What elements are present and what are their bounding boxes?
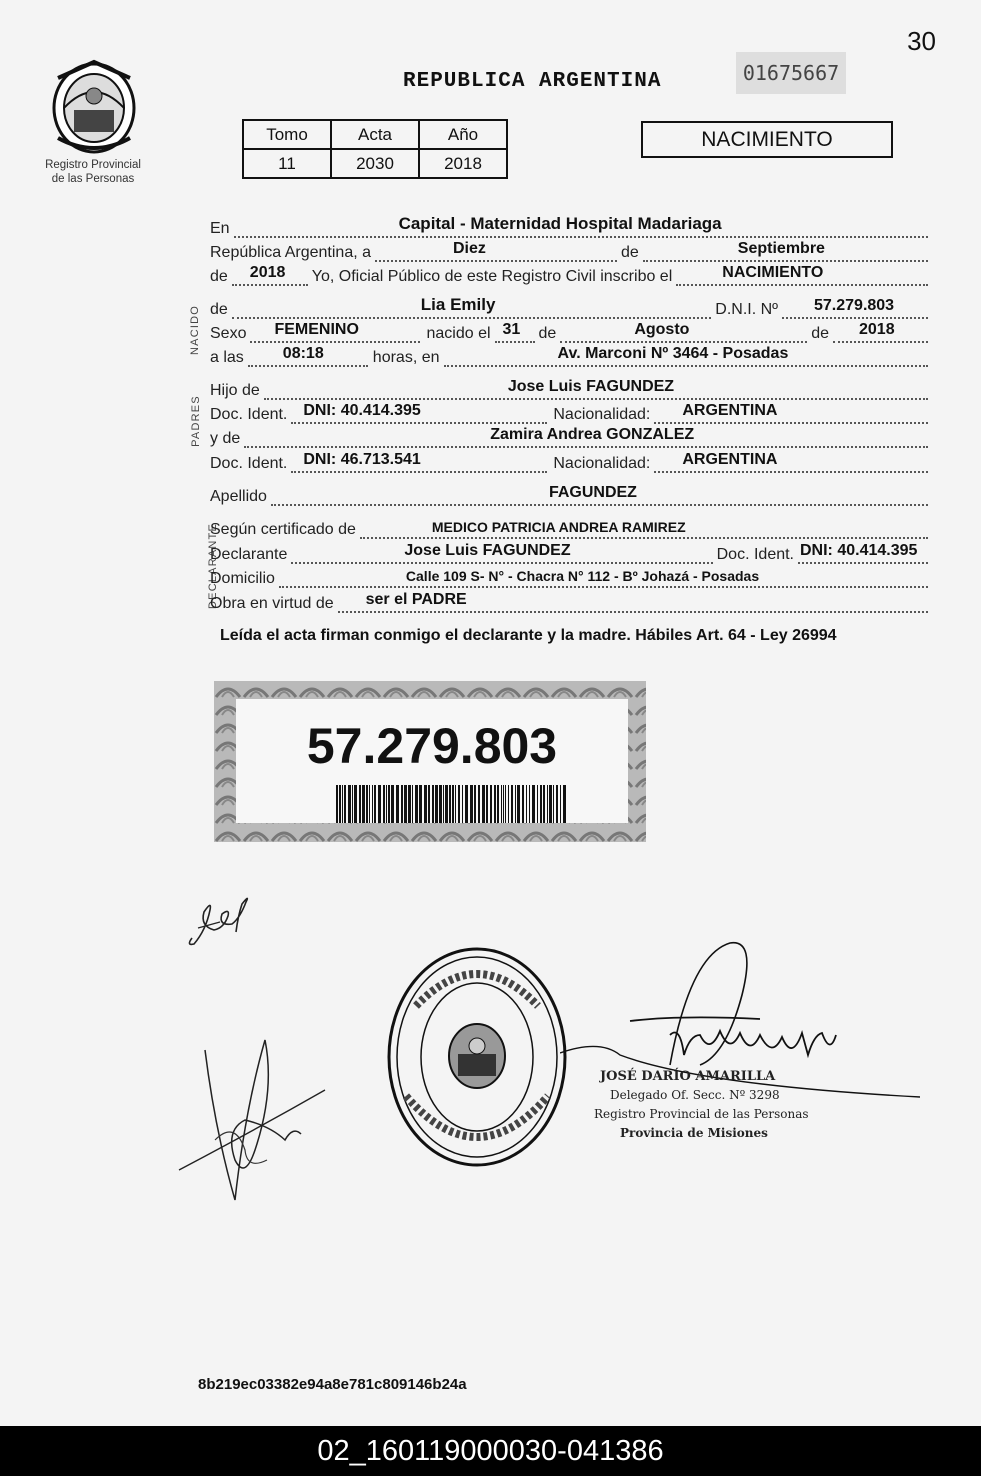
book-table-value: 2018	[419, 149, 507, 178]
field-father-doc	[291, 404, 547, 424]
barcode-bar	[497, 785, 499, 823]
label-sexo: Sexo	[210, 325, 247, 342]
row-father	[210, 378, 928, 400]
barcode	[336, 785, 568, 823]
declarant-doc-value: DNI: 40.414.395	[800, 542, 918, 559]
barcode-bar	[511, 785, 513, 823]
mother-signature	[175, 1030, 335, 1210]
declarant-value: Jose Luis FAGUNDEZ	[404, 542, 571, 559]
birth-year-value: 2018	[859, 321, 895, 338]
footer-code: 02_160119000030-041386	[0, 1426, 981, 1476]
side-label-padres: PADRES	[189, 395, 202, 447]
book-table	[242, 119, 508, 179]
field-declarant-doc	[798, 544, 928, 564]
field-place	[234, 214, 928, 238]
barcode-bar	[443, 785, 444, 823]
barcode-bar	[432, 785, 434, 823]
barcode-bar	[526, 785, 527, 823]
field-father-nationality	[654, 404, 928, 424]
row-father-doc	[210, 402, 928, 424]
barcode-bar	[529, 785, 530, 823]
book-table-header: Tomo	[243, 120, 331, 149]
book-table-value: 11	[243, 149, 331, 178]
name-value: Lia Emily	[420, 295, 496, 314]
sticker-dni-number: 57.279.803	[306, 718, 558, 774]
label-domicilio: Domicilio	[210, 570, 275, 587]
row-surname	[210, 484, 928, 506]
misiones-coat-of-arms-logo	[48, 58, 140, 154]
barcode-bar	[445, 785, 448, 823]
official-office: Registro Provincial de las Personas	[594, 1107, 809, 1121]
label-republica: República Argentina, a	[210, 244, 371, 261]
year-value: 2018	[249, 264, 286, 281]
surname-value: FAGUNDEZ	[548, 484, 637, 501]
row-mother-doc	[210, 451, 928, 473]
barcode-bar	[378, 785, 381, 823]
barcode-bar	[401, 785, 403, 823]
barcode-bar	[540, 785, 542, 823]
label-de: de	[811, 325, 829, 342]
barcode-bar	[449, 785, 451, 823]
field-capacity	[338, 593, 928, 613]
row-name	[210, 297, 928, 319]
row-capacity	[210, 591, 928, 613]
field-mother	[244, 428, 928, 448]
barcode-bar	[354, 785, 357, 823]
label-segun: Según certificado de	[210, 521, 356, 538]
barcode-bar	[494, 785, 496, 823]
label-hijo-de: Hijo de	[210, 382, 260, 399]
official-province: Provincia de Misiones	[620, 1126, 768, 1140]
sex-value: FEMENINO	[274, 321, 359, 338]
barcode-bar	[412, 785, 413, 823]
barcode-bar	[556, 785, 558, 823]
field-address	[279, 568, 928, 588]
document-title: REPUBLICA ARGENTINA	[403, 70, 662, 93]
barcode-bar	[503, 785, 504, 823]
barcode-bar	[490, 785, 492, 823]
barcode-bar	[369, 785, 370, 823]
barcode-bar	[505, 785, 506, 823]
closing-note: Leída el acta firman conmigo el declarante y la madre. Hábiles Art. 64 - Ley 26994	[220, 627, 837, 644]
page-number: 30	[907, 26, 936, 56]
barcode-bar	[383, 785, 385, 823]
field-name	[232, 295, 711, 319]
label-doc-ident: Doc. Ident.	[716, 546, 794, 563]
label-y-de: y de	[210, 430, 241, 447]
row-certificate	[210, 517, 928, 539]
barcode-bar	[386, 785, 387, 823]
barcode-bar	[388, 785, 390, 823]
barcode-bar	[391, 785, 394, 823]
label-de: de	[538, 325, 557, 342]
field-certificate	[360, 519, 928, 539]
barcode-bar	[342, 785, 343, 823]
barcode-bar	[372, 785, 373, 823]
birth-day-value: 31	[502, 321, 521, 338]
month-value: Septiembre	[737, 240, 825, 257]
barcode-bar	[435, 785, 438, 823]
initials-signature	[180, 890, 260, 952]
side-label-declarante: DECLARANTE	[206, 523, 219, 609]
birth-time-value: 08:18	[282, 345, 324, 362]
row-birth-time-place	[210, 345, 928, 367]
barcode-bar	[517, 785, 520, 823]
dni-sticker	[214, 681, 646, 842]
father-doc-value: DNI: 40.414.395	[303, 402, 421, 419]
label-declarante: Declarante	[210, 546, 288, 563]
field-sex	[250, 323, 420, 343]
barcode-bar	[408, 785, 411, 823]
barcode-bar	[415, 785, 418, 823]
mother-doc-value: DNI: 46.713.541	[303, 451, 421, 468]
barcode-bar	[501, 785, 502, 823]
birth-place-value: Av. Marconi Nº 3464 - Posadas	[557, 345, 789, 362]
field-month	[643, 242, 928, 262]
field-birth-time	[248, 347, 368, 367]
label-en: En	[210, 220, 230, 237]
official-seal	[386, 946, 568, 1168]
field-birth-month	[560, 323, 807, 343]
barcode-bar	[474, 785, 476, 823]
sticker-inner	[236, 699, 628, 823]
row-registration-date	[210, 240, 928, 262]
label-de: de	[210, 268, 228, 285]
place-value: Capital - Maternidad Hospital Madariaga	[398, 214, 722, 233]
barcode-bar	[470, 785, 473, 823]
barcode-bar	[366, 785, 368, 823]
label-dni: D.N.I. Nº	[715, 301, 778, 318]
field-year	[232, 266, 308, 286]
birth-month-value: Agosto	[634, 321, 690, 338]
row-place	[210, 216, 928, 238]
label-de: de	[210, 301, 228, 318]
serial-number: 01675667	[736, 52, 846, 94]
barcode-bar	[428, 785, 430, 823]
label-nacionalidad: Nacionalidad:	[553, 406, 651, 423]
field-surname	[271, 486, 928, 506]
label-horas-en: horas, en	[372, 349, 440, 366]
barcode-bar	[543, 785, 545, 823]
label-nacido-el: nacido el	[426, 325, 491, 342]
row-mother	[210, 426, 928, 448]
barcode-bar	[404, 785, 407, 823]
barcode-bar	[348, 785, 351, 823]
side-label-nacido: NACIDO	[188, 305, 201, 355]
barcode-bar	[462, 785, 463, 823]
mother-name-value: Zamira Andrea GONZALEZ	[490, 426, 695, 443]
address-value: Calle 109 S- N° - Chacra N° 112 - Bº Johazá - Posadas	[405, 568, 760, 584]
barcode-bar	[336, 785, 338, 823]
field-father	[264, 380, 928, 400]
capacity-value: ser el PADRE	[365, 591, 467, 608]
label-nacionalidad: Nacionalidad:	[553, 455, 651, 472]
barcode-bar	[452, 785, 454, 823]
father-nationality-value: ARGENTINA	[682, 402, 778, 419]
barcode-bar	[478, 785, 480, 823]
barcode-bar	[455, 785, 456, 823]
barcode-bar	[424, 785, 427, 823]
barcode-bar	[439, 785, 442, 823]
barcode-bar	[532, 785, 535, 823]
father-name-value: Jose Luis FAGUNDEZ	[507, 378, 675, 395]
book-table-value: 2030	[331, 149, 419, 178]
barcode-bar	[339, 785, 341, 823]
barcode-bar	[465, 785, 468, 823]
official-signature-block	[594, 1067, 809, 1143]
barcode-bar	[419, 785, 422, 823]
barcode-bar	[508, 785, 509, 823]
barcode-bar	[482, 785, 485, 823]
book-table-header: Acta	[331, 120, 419, 149]
field-declarant	[291, 544, 712, 564]
dni-value: 57.279.803	[814, 297, 895, 314]
barcode-bar	[359, 785, 361, 823]
label-obra: Obra en virtud de	[210, 595, 334, 612]
official-role: Delegado Of. Secc. Nº 3298	[610, 1088, 780, 1102]
barcode-bar	[560, 785, 561, 823]
logo-caption: Registro Provincial de las Personas	[45, 159, 141, 185]
record-type-box: NACIMIENTO	[641, 121, 893, 158]
row-sex-birth-date	[210, 321, 928, 343]
barcode-bar	[458, 785, 460, 823]
certificate-value: MEDICO PATRICIA ANDREA RAMIREZ	[431, 519, 686, 535]
day-value: Diez	[453, 240, 486, 257]
label-a-las: a las	[210, 349, 244, 366]
field-act	[676, 266, 928, 286]
barcode-bar	[362, 785, 365, 823]
field-birth-day	[495, 323, 535, 343]
label-doc-ident: Doc. Ident.	[210, 406, 288, 423]
field-birth-place	[444, 347, 928, 367]
document-hash: 8b219ec03382e94a8e781c809146b24a	[198, 1376, 467, 1393]
label-yo: Yo, Oficial Público de este Registro Civil inscribo el	[311, 268, 673, 285]
barcode-bar	[553, 785, 554, 823]
field-dni	[782, 299, 928, 319]
barcode-bar	[344, 785, 346, 823]
barcode-bar	[396, 785, 399, 823]
field-mother-nationality	[654, 453, 928, 473]
field-mother-doc	[291, 453, 547, 473]
row-year-act	[210, 264, 928, 286]
barcode-bar	[486, 785, 488, 823]
official-name: JOSÉ DARÍO AMARILLA	[600, 1069, 776, 1084]
barcode-bar	[547, 785, 548, 823]
field-day	[375, 242, 617, 262]
mother-nationality-value: ARGENTINA	[682, 451, 778, 468]
barcode-bar	[522, 785, 524, 823]
label-doc-ident: Doc. Ident.	[210, 455, 288, 472]
barcode-bar	[537, 785, 538, 823]
barcode-bar	[515, 785, 516, 823]
barcode-bar	[374, 785, 376, 823]
act-value: NACIMIENTO	[722, 264, 824, 281]
label-de: de	[621, 244, 639, 261]
row-address	[210, 566, 928, 588]
barcode-bar	[549, 785, 552, 823]
field-birth-year	[833, 323, 928, 343]
row-declarant	[210, 542, 928, 564]
barcode-bar	[563, 785, 566, 823]
book-table-header: Año	[419, 120, 507, 149]
label-apellido: Apellido	[210, 488, 267, 505]
barcode-bar	[352, 785, 353, 823]
